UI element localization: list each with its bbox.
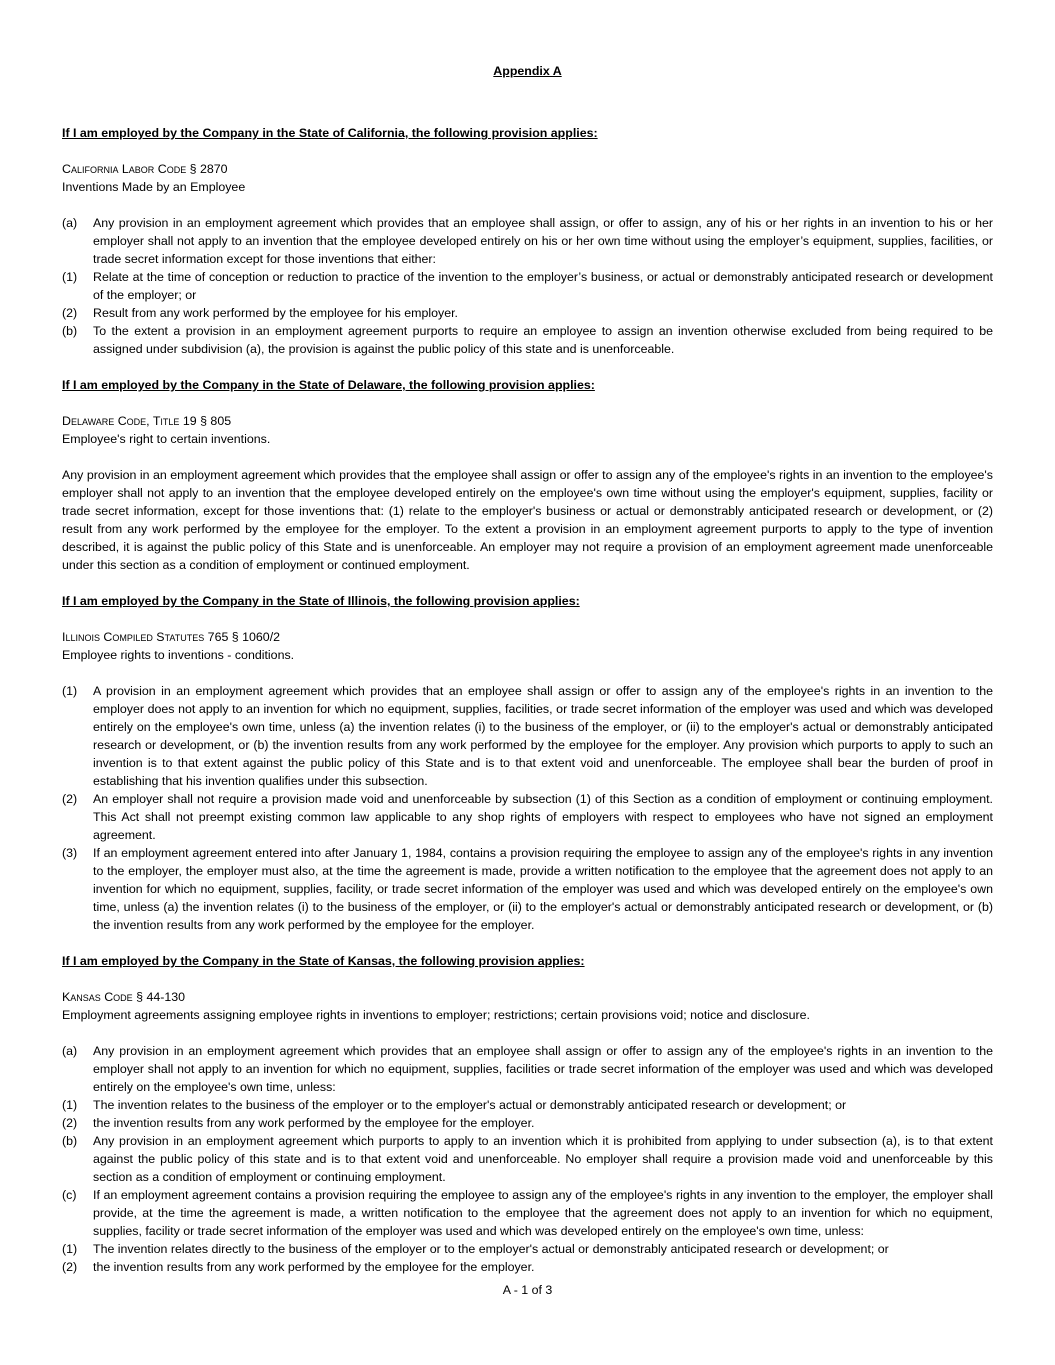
item-marker: (a): [62, 1044, 78, 1058]
statute-number: 765 § 1060/2: [204, 630, 281, 644]
item-marker: (2): [62, 792, 78, 806]
item-marker: (2): [62, 1260, 78, 1274]
item-text: An employer shall not require a provision made void and unenforceable by subsection (1) of this Section as a condition of employment or continuing employment. This Act shall not preempt existing common law applicable to any shop rights of employers with respect to employees who have not signed an employment agreement.: [93, 792, 993, 842]
list-item: [62, 322, 993, 358]
page-title: Appendix A: [493, 64, 562, 78]
list-item: [62, 1240, 993, 1258]
item-text: the invention results from any work performed by the employee for the employer.: [93, 1260, 535, 1274]
list-item: [62, 790, 993, 844]
item-text: Any provision in an employment agreement which provides that an employee shall assign, or offer to assign, any of his or her rights in an invention to his or her employer shall not apply to an invention that the employee developed entirely on his or her own time without using the employer’s equipment, supplies, facilities, or trade secret information except for those inventions that either:: [93, 216, 993, 266]
list-item: [62, 1096, 993, 1114]
list-item: [62, 682, 993, 790]
section-california: [62, 124, 993, 358]
item-text: A provision in an employment agreement which provides that an employee shall assign or offer to assign any of the employee's rights in an invention to the employer does not apply to an invention for which no equipment, supplies, facilities, or trade secret information of the employer was used and which was developed entirely on the employee's own time, unless (a) the invention relates (i) to the business of the employer, or (ii) to the employer's actual or demonstrably anticipated research or development, or (b) the invention results from any work performed by the employee for the employer. Any provision which purports to apply to such an invention is to that extent against the public policy of this State and is to that extent void and unenforceable. The employee shall bear the burden of proof in establishing that his invention qualifies under this subsection.: [93, 684, 993, 788]
list-item: [62, 1042, 993, 1096]
statute-code: California Labor Code: [62, 162, 187, 176]
list-item: [62, 844, 993, 934]
item-marker: (c): [62, 1188, 77, 1202]
statute-citation: [62, 628, 993, 646]
statute-subtitle: Inventions Made by an Employee: [62, 180, 246, 194]
item-text: Relate at the time of conception or reduction to practice of the invention to the employer’s business, or actual or demonstrably anticipated research or development of the employer; or: [93, 270, 993, 302]
item-marker: (1): [62, 1098, 78, 1112]
section-heading: If I am employed by the Company in the State of Illinois, the following provision applies:: [62, 594, 580, 608]
list-item: [62, 304, 993, 322]
statute-citation: [62, 160, 993, 178]
item-marker: (2): [62, 306, 78, 320]
item-text: To the extent a provision in an employment agreement purports to require an employee to assign an invention otherwise excluded from being required to be assigned under subdivision (a), the provision is against the public policy of this state and is unenforceable.: [93, 324, 993, 356]
page-number-footer: A - 1 of 3: [502, 1283, 553, 1297]
item-text: The invention relates to the business of the employer or to the employer's actual or demonstrably anticipated research or development; or: [93, 1098, 847, 1112]
item-marker: (1): [62, 270, 78, 284]
provision-list: [62, 682, 993, 934]
item-text: Any provision in an employment agreement which provides that an employee shall assign or offer to assign any of the employee's rights in an invention to the employer shall not apply to an invention for which no equipment, supplies, facilities or trade secret information of the employer was used and which was developed entirely on the employee's own time, unless:: [93, 1044, 993, 1094]
item-marker: (1): [62, 684, 78, 698]
statute-code: Illinois Compiled Statutes: [62, 630, 205, 644]
section-delaware: [62, 376, 993, 574]
section-heading: If I am employed by the Company in the State of California, the following provision applies:: [62, 126, 598, 140]
section-illinois: [62, 592, 993, 934]
item-text: If an employment agreement entered into after January 1, 1984, contains a provision requiring the employee to assign any of the employee's rights in any invention to the employer, the employer must also, at the time the agreement is made, provide a written notification to the employee that the agreement does not apply to an invention for which no equipment, supplies, facility, or trade secret information of the employer was used and which was developed entirely on the employee's own time, unless (a) the invention relates (i) to the business of the employer, or (ii) to the employer's actual or demonstrably anticipated research or development, or (b) the invention results from any work performed by the employee for the employer.: [93, 846, 993, 932]
statute-number: 19 § 805: [179, 414, 232, 428]
statute-number: § 2870: [186, 162, 228, 176]
item-text: Any provision in an employment agreement which purports to apply to an invention which it is prohibited from applying to under subsection (a), is to that extent against the public policy of this state and is to that extent void and unenforceable. No employer shall require a provision made void and unenforceable by this section as a condition of employment or continuing employment.: [93, 1134, 993, 1184]
statute-code: Kansas Code: [62, 990, 133, 1004]
statute-subtitle: Employee rights to inventions - conditions.: [62, 648, 295, 662]
item-marker: (a): [62, 216, 78, 230]
statute-citation: [62, 412, 993, 430]
list-item: [62, 1186, 993, 1240]
item-text: If an employment agreement contains a provision requiring the employee to assign any of the employee's rights in any invention to the employer, the employer shall provide, at the time the agreement is made, a written notification to the employee that the agreement does not apply to an invention for which no equipment, supplies, facility or trade secret information of the employer was used and which was developed entirely on the employee's own time, unless:: [93, 1188, 993, 1238]
item-marker: (1): [62, 1242, 78, 1256]
provision-list: [62, 1042, 993, 1276]
statute-code: Delaware Code, Title: [62, 414, 180, 428]
section-heading: If I am employed by the Company in the State of Kansas, the following provision applies:: [62, 954, 585, 968]
item-text: Result from any work performed by the employee for his employer.: [93, 306, 458, 320]
item-marker: (b): [62, 324, 78, 338]
list-item: [62, 1114, 993, 1132]
statute-subtitle: Employee's right to certain inventions.: [62, 432, 271, 446]
statute-paragraph: Any provision in an employment agreement which provides that the employee shall assign or offer to assign any of the employee's rights in an invention to the employee's employer shall not apply to an invention that the employee developed entirely on the employee's own time without using the employer's equipment, supplies, facility or trade secret information, except for those inventions that: (1) relate to the employer's business or actual or demonstrably anticipated research or development, or (2) result from any work performed by the employee for the employer. To the extent a provision in an employment agreement purports to apply to the type of invention described, it is against the public policy of this State and is unenforceable. An employer may not require a provision of an employment agreement made unenforceable under this section as a condition of employment or continued employment.: [62, 468, 993, 572]
item-text: The invention relates directly to the business of the employer or to the employer's actual or demonstrably anticipated research or development; or: [93, 1242, 889, 1256]
item-text: the invention results from any work performed by the employee for the employer.: [93, 1116, 535, 1130]
list-item: [62, 214, 993, 268]
list-item: [62, 1258, 993, 1276]
item-marker: (2): [62, 1116, 78, 1130]
section-heading: If I am employed by the Company in the State of Delaware, the following provision applies:: [62, 378, 595, 392]
statute-number: § 44-130: [132, 990, 186, 1004]
section-kansas: [62, 952, 993, 1276]
list-item: [62, 1132, 993, 1186]
item-marker: (3): [62, 846, 78, 860]
statute-subtitle: Employment agreements assigning employee rights in inventions to employer; restrictions; certain provisions void; notice and disclosure.: [62, 1008, 810, 1022]
provision-list: [62, 214, 993, 358]
document-page: [62, 62, 993, 1276]
list-item: [62, 268, 993, 304]
statute-citation: [62, 988, 993, 1006]
item-marker: (b): [62, 1134, 78, 1148]
